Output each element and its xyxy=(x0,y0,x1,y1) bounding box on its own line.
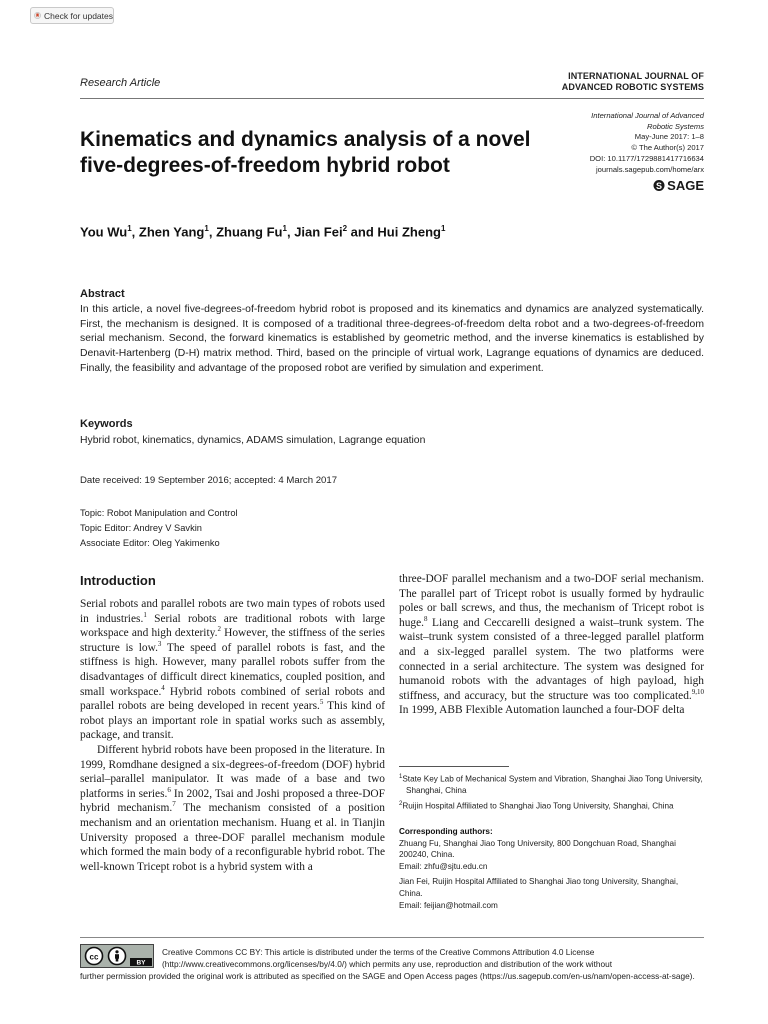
author-affiliation: 1 xyxy=(440,224,446,233)
author-separator: and xyxy=(347,224,378,240)
meta-journal-url[interactable]: journals.sagepub.com/home/arx xyxy=(595,164,704,174)
meta-journal-line2: Robotic Systems xyxy=(647,121,704,131)
article-type: Research Article xyxy=(80,77,161,89)
citation-ref[interactable]: 8 xyxy=(424,614,428,623)
journal-logo-line2: ADVANCED ROBOTIC SYSTEMS xyxy=(561,82,704,92)
intro-paragraph-3 xyxy=(399,572,704,718)
journal-logo xyxy=(540,71,704,93)
license-text-continued: further permission provided the original work is attributed as specified on the SAGE and Open Access pages (https://us.sagepub.com/en-us/nam/open-access-at-sage). xyxy=(80,971,695,981)
text-run: Serial robots and parallel robots are two main types of robots used in industries. xyxy=(80,598,385,625)
paper-title xyxy=(80,127,570,179)
meta-journal-line1: International Journal of Advanced xyxy=(591,111,704,120)
topic-line: Topic: Robot Manipulation and Control xyxy=(80,508,238,518)
intro-paragraph-2 xyxy=(80,743,385,874)
author-affiliation: 2 xyxy=(342,224,348,233)
author-separator: , xyxy=(131,224,139,240)
meta-copyright: © The Author(s) 2017 xyxy=(631,143,704,153)
text-run: The mechanism consisted of a position mechanism and an orientation mechanism. Huang et al. in Tianjin University proposed a three-DOF parallel mechanism module which formed the main body of a reconfigurable hybrid robot. The well-known Tricept robot is a hybrid system with a xyxy=(80,802,386,873)
corresponding-authors xyxy=(399,826,704,911)
corresponding-heading: Corresponding authors: xyxy=(399,827,493,836)
update-ribbon-icon xyxy=(34,10,41,21)
sage-logo xyxy=(640,178,704,193)
text-run: Serial robots are traditional robots with large workspace and high dexterity. xyxy=(80,612,385,640)
affiliation-footnote xyxy=(399,772,704,797)
citation-ref[interactable]: 2 xyxy=(217,625,221,634)
text-run: The speed of parallel robots is fast, and the stiffness is high. However, many parallel robots suffer from the disadvantages of difficult direct kinematics, coupled position, and small workspace. xyxy=(80,641,385,698)
associate-editor-line: Associate Editor: Oleg Yakimenko xyxy=(80,538,220,548)
license-divider xyxy=(80,937,704,938)
creative-commons-icon xyxy=(84,946,104,966)
footnote-number: 1 xyxy=(399,774,403,780)
text-run: In 2002, Tsai and Joshi proposed a three-DOF hybrid mechanism. xyxy=(80,787,385,815)
text-run: three-DOF parallel mechanism and a two-DOF serial mechanism. The parallel part of Tricept robot is usually formed by hydraulic poles or ball screws, and thus, the mechanism of Tricept robot is huge. xyxy=(399,573,704,629)
author-affiliation: 1 xyxy=(282,224,287,233)
author-list xyxy=(80,224,445,239)
keywords-heading: Keywords xyxy=(80,418,133,430)
author-name: Hui Zheng xyxy=(377,224,441,240)
by-label-strip xyxy=(130,946,152,966)
text-run: Different hybrid robots have been proposed in the literature. In 1999, Romdhane designed a six-degrees-of-freedom (DOF) hybrid serial–parallel manipulator. It was made of a base and two platforms in series. xyxy=(80,743,385,800)
license-text: Creative Commons CC BY: This article is distributed under the terms of the Creative Commons Attribution 4.0 License (http://www.creativecommons.org/licenses/by/4.0/) which permits any use, reproduction and distribution of the work without xyxy=(162,947,613,969)
abstract-heading: Abstract xyxy=(80,288,125,300)
svg-text:BY: BY xyxy=(136,959,146,966)
corresponding-author-1: Zhuang Fu, Shanghai Jiao Tong University, 800 Dongchuan Road, Shanghai 200240, China. xyxy=(399,838,676,860)
text-run: However, the stiffness of the series structure is low. xyxy=(80,627,385,654)
by-text-icon xyxy=(130,958,152,966)
topic-editors xyxy=(80,506,238,551)
author-name: Jian Fei xyxy=(294,224,343,240)
affiliation-footnote xyxy=(399,799,704,812)
author-name: Zhen Yang xyxy=(138,224,205,240)
author-separator: , xyxy=(286,224,295,240)
abstract-text: In this article, a novel five-degrees-of-freedom hybrid robot is proposed and its kinematics and dynamics are analyzed systematically. First, the mechanism is designed. It is composed of a traditional three-degrees-of-freedom delta robot and a two-degrees-of-freedom serial mechanism. Second, the forward kinematics is established by geometric method, and the inverse kinematics is established by Denavit-Hartenberg (D-H) matrix method. Third, based on the principle of virtual work, Lagrange equations of dynamics are deduced. Finally, the feasibility and advantage of the proposed robot are verified by simulation and experiment. xyxy=(80,304,704,374)
intro-paragraph-1 xyxy=(80,597,385,743)
citation-ref[interactable]: 1 xyxy=(143,610,147,619)
citation-ref[interactable]: 5 xyxy=(319,698,324,707)
meta-doi[interactable]: DOI: 10.1177/1729881417716634 xyxy=(589,153,704,163)
sage-s-icon xyxy=(653,179,665,192)
cc-by-badge[interactable] xyxy=(80,944,154,968)
dates-received: Date received: 19 September 2016; accepted: 4 March 2017 xyxy=(80,475,338,486)
svg-text:cc: cc xyxy=(89,952,99,962)
footnote-divider xyxy=(399,766,509,767)
footnote-number: 2 xyxy=(399,800,403,807)
body-column-right xyxy=(399,572,704,718)
citation-ref[interactable]: 7 xyxy=(172,800,176,809)
attribution-person-icon xyxy=(107,946,127,966)
corresponding-author-2: Jian Fei, Ruijin Hospital Affiliated to Shanghai Jiao tong University, Shanghai, China. xyxy=(399,877,679,898)
body-column-left xyxy=(80,597,385,874)
check-for-updates-label: Check for updates xyxy=(44,10,113,21)
affiliation-footnotes xyxy=(399,772,704,814)
keywords-text: Hybrid robot, kinematics, dynamics, ADAMS simulation, Lagrange equation xyxy=(80,435,426,446)
text-run: Liang and Ceccarelli designed a waist–trunk system. The waist–trunk system consisted of a three-legged parallel platform and a six-legged parallel system. The two platforms were connected in a serial architecture. The system was designed for humanoid robots with the advantages of high payload, high stiffness, and accuracy, but the structure was too complicated. xyxy=(399,616,704,702)
svg-text:S: S xyxy=(656,181,663,191)
author-separator: , xyxy=(208,224,217,240)
corresponding-email-2[interactable]: Email: feijian@hotmail.com xyxy=(399,900,498,910)
header-divider xyxy=(80,98,704,99)
author-name: You Wu xyxy=(80,224,128,240)
text-run: In 1999, ABB Flexible Automation launched a four-DOF delta xyxy=(399,704,685,717)
paper-title-line2: five-degrees-of-freedom hybrid robot xyxy=(80,154,450,177)
check-for-updates-button[interactable] xyxy=(30,7,114,24)
corresponding-email-1[interactable]: Email: zhfu@sjtu.edu.cn xyxy=(399,861,488,871)
author-name: Zhuang Fu xyxy=(216,224,283,240)
paper-title-line1: Kinematics and dynamics analysis of a novel xyxy=(80,128,531,151)
author-affiliation: 1 xyxy=(204,224,209,233)
topic-editor-line: Topic Editor: Andrey V Savkin xyxy=(80,523,202,533)
text-run: Hybrid robots combined of serial robots and parallel robots are being developed in recent years. xyxy=(80,685,385,713)
citation-ref[interactable]: 6 xyxy=(167,785,171,794)
meta-issue: May-June 2017: 1–8 xyxy=(634,132,704,142)
introduction-heading: Introduction xyxy=(80,573,156,588)
citation-ref[interactable]: 3 xyxy=(157,639,162,648)
citation-ref[interactable]: 4 xyxy=(161,683,165,692)
sage-logo-text: SAGE xyxy=(667,178,704,193)
author-affiliation: 1 xyxy=(127,224,132,233)
footnote-text: Ruijin Hospital Affiliated to Shanghai Jiao Tong University, Shanghai, China xyxy=(402,801,674,811)
journal-logo-line1: INTERNATIONAL JOURNAL OF xyxy=(568,71,704,81)
text-run: This kind of robot plays an important role in spatial works such as assembly, package, and transit. xyxy=(80,700,386,742)
citation-ref[interactable]: 9,10 xyxy=(691,687,704,696)
footnote-text: State Key Lab of Mechanical System and Vibration, Shanghai Jiao Tong University, Shanghai, China xyxy=(402,774,703,796)
